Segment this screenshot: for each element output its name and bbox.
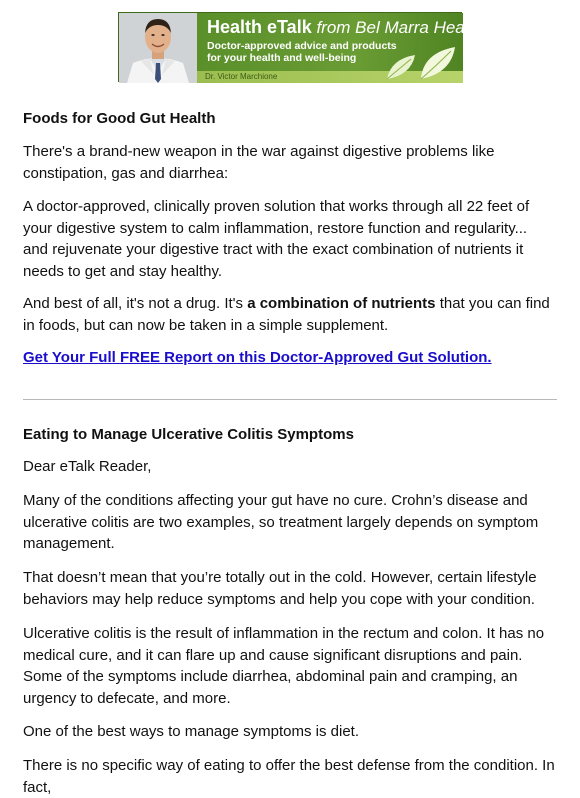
- article1-p3-bold: a combination of nutrients: [247, 295, 436, 312]
- health-etalk-banner[interactable]: [118, 12, 483, 82]
- article1-paragraph-3: [23, 293, 555, 336]
- article2-paragraph-3: Ulcerative colitis is the result of inflammation in the rectum and colon. It has no medical cure, and it can flare up and cause significant disruptions and pain. Some of the symptoms include diarrhea, abdominal pain and cramping, an urgency to defecate, and more.: [23, 625, 545, 707]
- doctor-photo: [119, 13, 197, 83]
- brand-health: Health: [207, 17, 263, 37]
- banner-brand: [207, 17, 483, 39]
- leaves-icon: [381, 45, 461, 81]
- banner-tagline: Doctor-approved advice and products for your health and well-being: [207, 40, 397, 64]
- brand-etalk: eTalk: [262, 17, 312, 37]
- section-divider: [23, 399, 557, 400]
- article2-paragraph-1: Many of the conditions affecting your gut have no cure. Crohn’s disease and ulcerative colitis are two examples, so treatment largely depends on symptom management.: [23, 492, 539, 552]
- article1-p3-after: that you can find in foods, but can now be taken in a simple supplement.: [23, 295, 550, 334]
- banner-doctor-name: Dr. Victor Marchione: [205, 72, 278, 81]
- article1-title: Foods for Good Gut Health: [23, 110, 216, 127]
- article2-greeting: Dear eTalk Reader,: [23, 458, 152, 475]
- article2-paragraph-4: One of the best ways to manage symptoms is diet.: [23, 723, 359, 740]
- article1-paragraph-1: There's a brand-new weapon in the war against digestive problems like constipation, gas and diarrhea:: [23, 143, 495, 182]
- brand-from: from Bel Marra Health: [311, 18, 483, 37]
- article2-title: Eating to Manage Ulcerative Colitis Symptoms: [23, 426, 354, 443]
- article2-paragraph-5: There is no specific way of eating to offer the best defense from the condition. In fact,: [23, 757, 555, 796]
- free-report-link[interactable]: Get Your Full FREE Report on this Doctor-Approved Gut Solution.: [23, 349, 492, 366]
- article1-paragraph-2: A doctor-approved, clinically proven solution that works through all 22 feet of your digestive system to calm inflammation, restore function and regularity... and rejuvenate your digestive tract with the exact combination of nutrients it needs to get and stay healthy.: [23, 198, 530, 280]
- article2-paragraph-2: That doesn’t mean that you’re totally out in the cold. However, certain lifestyle behaviors may help reduce symptoms and help you cope with your condition.: [23, 569, 537, 608]
- article1-p3-before: And best of all, it's not a drug. It's: [23, 295, 248, 312]
